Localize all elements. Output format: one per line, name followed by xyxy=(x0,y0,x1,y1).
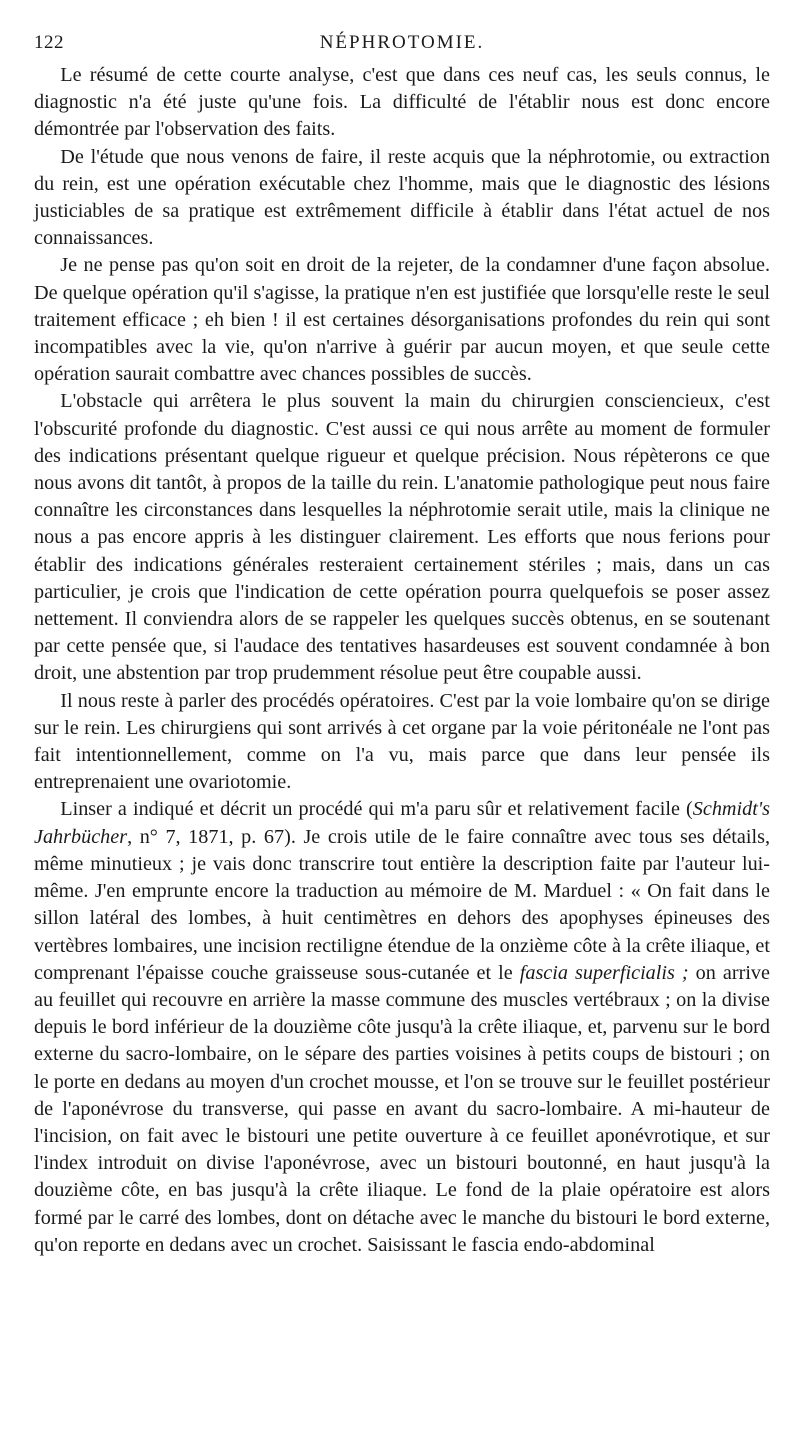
paragraph-text: Il nous reste à parler des procédés opératoires. C'est par la voie lombaire qu'on se dirige sur le rein. Les chirurgiens qui sont arrivés à cet organe par la voie péritonéale ne l'ont pas fait intentionnellement, comme on l'a vu, mais parce que dans leur pensée ils entreprenaient une ovariotomie. xyxy=(34,689,770,794)
running-title: NÉPHROTOMIE. xyxy=(319,32,485,53)
paragraph-text: De l'étude que nous venons de faire, il reste acquis que la néphrotomie, ou extraction du rein, est une opération exécutable chez l'homme, mais que le diagnostic des lésions justiciables de sa pratique est extrêmement difficile à établir dans l'état actuel de nos connaissances. xyxy=(34,145,770,250)
italic-text: Schmidt's Jahrbücher xyxy=(34,798,770,848)
paragraph xyxy=(34,252,770,388)
paragraph-text: Le résumé de cette courte analyse, c'est que dans ces neuf cas, les seuls connus, le diagnostic n'a été juste qu'une fois. La difficulté de l'établir nous est donc encore démontrée par l'observation des faits. xyxy=(34,64,770,141)
page-number: 122 xyxy=(34,32,64,53)
paragraph-text: Je ne pense pas qu'on soit en droit de la rejeter, de la condamner d'une façon absolue. De quelque opération qu'il s'agisse, la pratique n'en est justifiée que lorsqu'elle reste le seul traitement efficace ; eh bien ! il est certaines désorganisations profondes du rein qui sont incompatibles avec la vie, qu'on n'arrive à guérir par aucun moyen, et que seule cette opération saurait combattre avec chances possibles de succès. xyxy=(34,254,770,386)
paragraph xyxy=(34,796,770,1258)
body-text xyxy=(34,62,770,1259)
paragraph xyxy=(34,62,770,144)
italic-text: fascia superficialis ; xyxy=(519,961,689,984)
paragraph-text: Linser a indiqué et décrit un procédé qui m'a paru sûr et relativement facile ( xyxy=(60,798,693,821)
running-head xyxy=(34,28,770,62)
paragraph-text: on arrive au feuillet qui recouvre en arrière la masse commune des muscles vertébraux ; on la divise depuis le bord inférieur de la douzième côte jusqu'à la crête iliaque, et, parvenu sur le bord externe du sacro-lombaire, on le sépare des parties voisines à petits coups de bistouri ; on le porte en dedans au moyen d'un crochet mousse, et l'on se trouve sur le feuillet postérieur de l'aponévrose du transverse, qui passe en avant du sacro-lombaire. A mi-hauteur de l'incision, on fait avec le bistouri une petite ouverture à ce feuillet aponévrotique, et sur l'index introduit on divise l'aponévrose, avec un bistouri boutonné, en haut jusqu'à la douzième côte, en bas jusqu'à la crête iliaque. Le fond de la plaie opératoire est alors formé par le carré des lombes, dont on détache avec le manche du bistouri le bord externe, qu'on reporte en dedans avec un crochet. Saisissant le fascia endo-abdominal xyxy=(34,961,770,1256)
paragraph xyxy=(34,688,770,797)
paragraph-text: L'obstacle qui arrêtera le plus souvent la main du chirurgien consciencieux, c'est l'obscurité profonde du diagnostic. C'est aussi ce qui nous arrête au moment de formuler des indications présentant quelque rigueur et quelque précision. Nous répèterons ce que nous avons dit tantôt, à propos de la taille du rein. L'anatomie pathologique peut nous faire connaître les circonstances dans lesquelles la néphrotomie serait utile, mais la clinique ne nous a pas encore appris à les distinguer clairement. Les efforts que nous ferions pour établir des indications générales resteraient certainement stériles ; mais, dans un cas particulier, je crois que l'indication de cette opération pourra quelquefois se poser assez nettement. Il conviendra alors de se rappeler les quelques succès obtenus, en se soutenant par cette pensée que, si l'audace des tentatives hasardeuses est souvent condamnée à bon droit, une abstention par trop prudemment résolue peut être coupable aussi. xyxy=(34,390,770,685)
paragraph-text: , n° 7, 1871, p. 67). Je crois utile de le faire connaître avec tous ses détails, même minutieux ; je vais donc transcrire tout entière la description faite par l'auteur lui-même. J'en emprunte encore la traduction au mémoire de M. Marduel : « On fait dans le sillon latéral des lombes, à huit centimètres en dehors des apophyses épineuses des vertèbres lombaires, une incision rectiligne étendue de la onzième côte à la crête iliaque, et comprenant l'épaisse couche graisseuse sous-cutanée et le xyxy=(34,825,770,984)
paragraph xyxy=(34,388,770,687)
paragraph xyxy=(34,144,770,253)
